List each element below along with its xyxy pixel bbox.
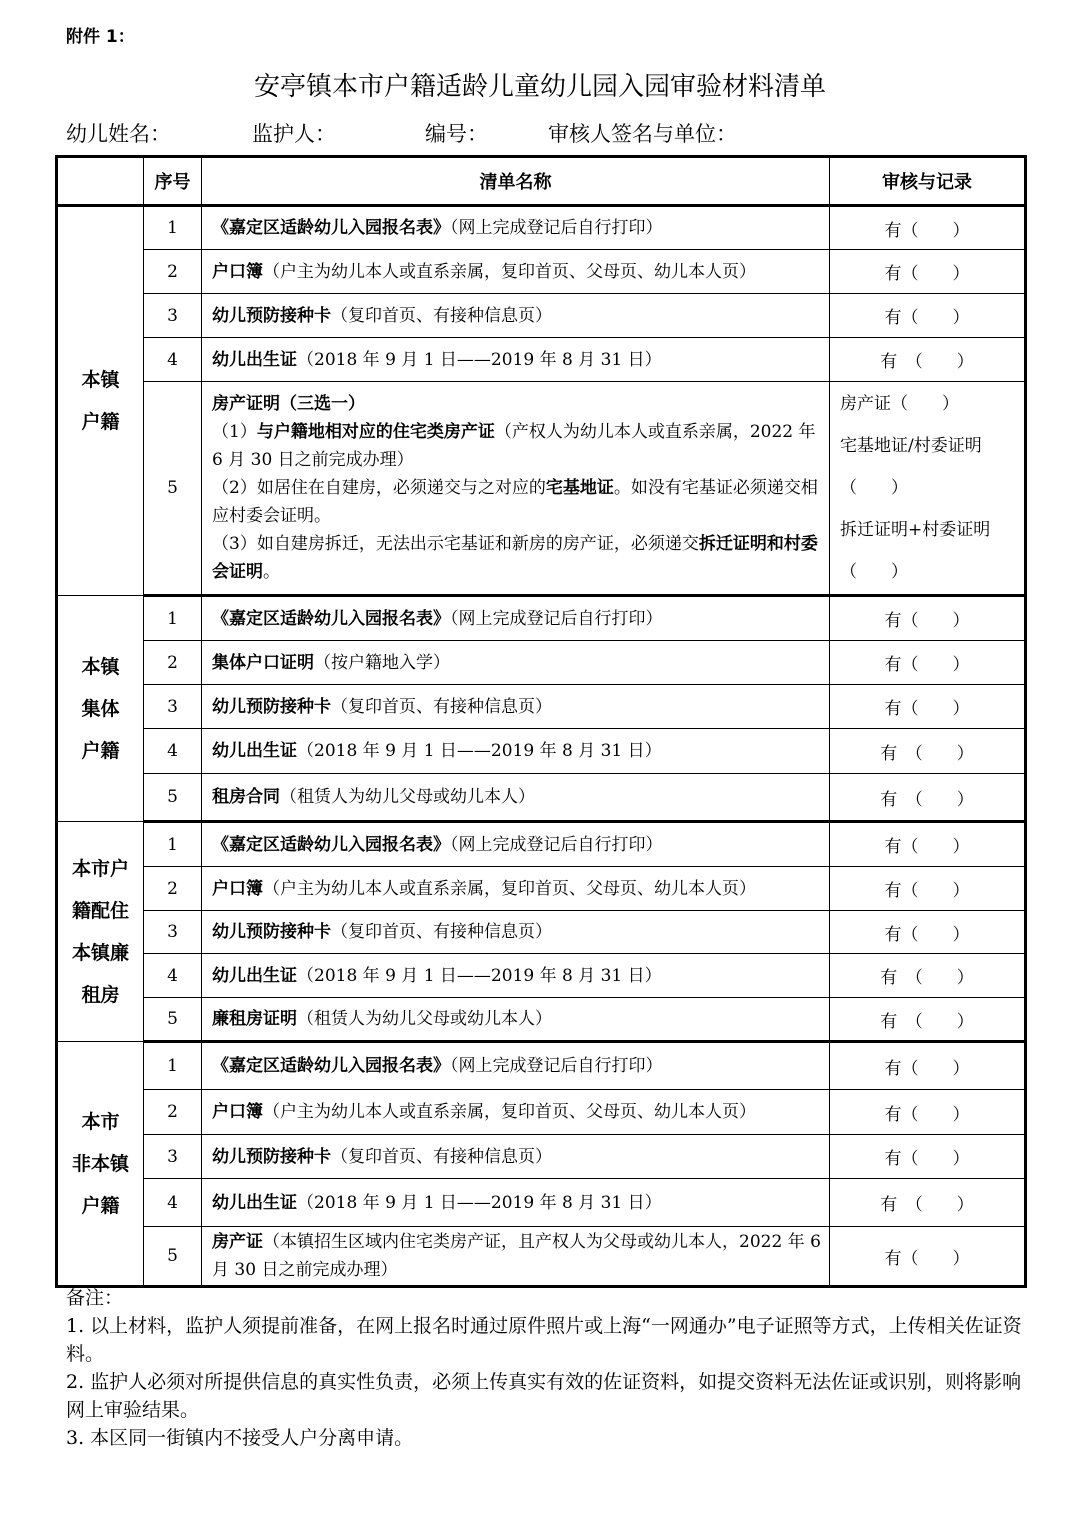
option-note: （产权人为幼儿本人或直系亲属，2022 年 6 月 30 日之前完成办理） xyxy=(212,422,816,470)
check-relocation-label: 拆迁证明+村委证明 xyxy=(840,520,991,540)
table-row xyxy=(57,911,1026,954)
table-row xyxy=(57,338,1026,382)
item-title: 幼儿预防接种卡 xyxy=(212,696,331,717)
row-item xyxy=(202,685,830,729)
row-item xyxy=(202,1090,830,1135)
option-prefix: （3）如自建房拆迁，无法出示宅基证和新房的房产证，必须递交 xyxy=(212,534,699,554)
option-title: 宅基地证 xyxy=(545,478,614,498)
row-index: 1 xyxy=(144,1042,202,1090)
item-note: （按户籍地入学） xyxy=(314,652,450,673)
row-item xyxy=(202,774,830,822)
row-item xyxy=(202,294,830,338)
item-note: （复印首页、有接种信息页） xyxy=(331,696,552,717)
row-item xyxy=(202,382,830,596)
row-index: 5 xyxy=(144,1227,202,1287)
group-label: 本镇 户籍 xyxy=(57,206,144,596)
row-index: 4 xyxy=(144,1179,202,1227)
item-title: 幼儿出生证 xyxy=(212,349,297,370)
row-index: 3 xyxy=(144,294,202,338)
row-index: 3 xyxy=(144,685,202,729)
item-title: 户口簿 xyxy=(212,1102,263,1122)
row-item xyxy=(202,822,830,867)
item-title: 幼儿出生证 xyxy=(212,1192,297,1213)
item-note: （网上完成登记后自行打印） xyxy=(450,218,663,238)
item-title: 户口簿 xyxy=(212,261,263,282)
row-index: 2 xyxy=(144,867,202,911)
row-index: 2 xyxy=(144,641,202,685)
field-number: 编号： xyxy=(425,122,488,146)
table-row xyxy=(57,822,1026,867)
page-title: 安亭镇本市户籍适龄儿童幼儿园入园审验材料清单 xyxy=(253,72,826,102)
table-row xyxy=(57,998,1026,1042)
review-checklist[interactable] xyxy=(830,382,1026,596)
option-note: 。如没有宅基证必须递交相应村委会证明。 xyxy=(212,478,818,526)
item-title: 户口簿 xyxy=(212,878,263,899)
row-item xyxy=(202,1135,830,1179)
row-item xyxy=(202,954,830,998)
row-item xyxy=(202,596,830,641)
review-checkbox[interactable]: 有（ ） xyxy=(830,911,1026,954)
group-label: 本镇 集体 户籍 xyxy=(57,596,144,822)
item-title: 幼儿出生证 xyxy=(212,741,297,761)
check-relocation[interactable]: （ ） xyxy=(840,562,908,582)
review-checkbox[interactable]: 有（ ） xyxy=(830,822,1026,867)
check-property[interactable]: 房产证（ ） xyxy=(840,394,959,414)
item-title: 幼儿出生证 xyxy=(212,965,297,986)
item-title: 幼儿预防接种卡 xyxy=(212,305,331,326)
review-checkbox[interactable]: 有 （ ） xyxy=(830,729,1026,774)
table-row xyxy=(57,774,1026,822)
item-note: （2018 年 9 月 1 日——2019 年 8 月 31 日） xyxy=(297,1192,662,1213)
note-item-3: 3. 本区同一街镇内不接受人户分离申请。 xyxy=(66,1427,414,1449)
item-title: 幼儿预防接种卡 xyxy=(212,1146,331,1167)
row-index: 2 xyxy=(144,250,202,294)
row-item xyxy=(202,729,830,774)
review-checkbox[interactable]: 有（ ） xyxy=(830,867,1026,911)
item-title: 房产证 xyxy=(212,1232,263,1252)
review-checkbox[interactable]: 有（ ） xyxy=(830,206,1026,250)
row-item xyxy=(202,1042,830,1090)
review-checkbox[interactable]: 有（ ） xyxy=(830,641,1026,685)
group-label: 本市户 籍配住 本镇廉 租房 xyxy=(57,822,144,1042)
table-row xyxy=(57,1227,1026,1287)
table-row xyxy=(57,1042,1026,1090)
note-item-1: 1. 以上材料，监护人须提前准备，在网上报名时通过原件照片或上海“一网通办”电子证照等方式，上传相关佐证资料。 xyxy=(66,1315,1022,1365)
row-item xyxy=(202,911,830,954)
table-row xyxy=(57,685,1026,729)
item-note: （租赁人为幼儿父母或幼儿本人） xyxy=(280,787,535,807)
check-homestead-label: 宅基地证/村委证明 xyxy=(840,436,982,456)
item-note: （户主为幼儿本人或直系亲属，复印首页、父母页、幼儿本人页） xyxy=(263,261,756,282)
row-item xyxy=(202,206,830,250)
item-note: （复印首页、有接种信息页） xyxy=(331,305,552,326)
attachment-label: 附件 1： xyxy=(66,27,135,47)
item-note: （网上完成登记后自行打印） xyxy=(450,1056,663,1076)
item-note: （2018 年 9 月 1 日——2019 年 8 月 31 日） xyxy=(297,741,662,761)
item-title: 《嘉定区适龄幼儿入园报名表》 xyxy=(212,608,450,629)
note-item-2: 2. 监护人必须对所提供信息的真实性负责，必须上传真实有效的佐证资料，如提交资料无法佐证或识别，则将影响网上审验结果。 xyxy=(66,1371,1022,1421)
review-checkbox[interactable]: 有（ ） xyxy=(830,250,1026,294)
header-review: 审核与记录 xyxy=(830,157,1026,206)
review-checkbox[interactable]: 有 （ ） xyxy=(830,1179,1026,1227)
row-index: 4 xyxy=(144,954,202,998)
item-title: 租房合同 xyxy=(212,787,280,807)
review-checkbox[interactable]: 有 （ ） xyxy=(830,774,1026,822)
table-row xyxy=(57,954,1026,998)
table-row xyxy=(57,641,1026,685)
header-index: 序号 xyxy=(144,157,202,206)
table-row xyxy=(57,1135,1026,1179)
item-note: （户主为幼儿本人或直系亲属，复印首页、父母页、幼儿本人页） xyxy=(263,1102,756,1122)
table-row xyxy=(57,596,1026,641)
row-index: 2 xyxy=(144,1090,202,1135)
item-note: （租赁人为幼儿父母或幼儿本人） xyxy=(297,1009,552,1029)
item-note: （户主为幼儿本人或直系亲属，复印首页、父母页、幼儿本人页） xyxy=(263,878,756,899)
header-name: 清单名称 xyxy=(202,157,830,206)
table-row xyxy=(57,1179,1026,1227)
item-note: （本镇招生区域内住宅类房产证，且产权人为父母或幼儿本人，2022 年 6 月 30 日之前完成办理） xyxy=(212,1232,821,1280)
item-note: （2018 年 9 月 1 日——2019 年 8 月 31 日） xyxy=(297,965,662,986)
table-row xyxy=(57,294,1026,338)
item-title: 廉租房证明 xyxy=(212,1009,297,1029)
row-index: 1 xyxy=(144,596,202,641)
table-row xyxy=(57,382,1026,596)
option-prefix: （2）如居住在自建房，必须递交与之对应的 xyxy=(212,478,546,498)
field-guardian: 监护人： xyxy=(252,122,336,146)
row-index: 5 xyxy=(144,774,202,822)
item-note: （2018 年 9 月 1 日——2019 年 8 月 31 日） xyxy=(297,349,662,370)
row-index: 5 xyxy=(144,998,202,1042)
field-child-name: 幼儿姓名： xyxy=(66,122,171,146)
row-index: 4 xyxy=(144,338,202,382)
row-index: 3 xyxy=(144,911,202,954)
row-item xyxy=(202,1227,830,1287)
table-row xyxy=(57,729,1026,774)
row-item xyxy=(202,338,830,382)
option-note: 。 xyxy=(263,562,280,582)
row-item xyxy=(202,250,830,294)
notes-section xyxy=(66,1284,1026,1452)
field-reviewer: 审核人签名与单位： xyxy=(548,122,737,146)
table-header xyxy=(57,157,1026,206)
item-title: 房产证明（三选一） xyxy=(212,394,365,414)
row-item xyxy=(202,867,830,911)
review-checkbox[interactable]: 有（ ） xyxy=(830,294,1026,338)
table-row xyxy=(57,1090,1026,1135)
row-item xyxy=(202,641,830,685)
row-item xyxy=(202,1179,830,1227)
review-checkbox[interactable]: 有（ ） xyxy=(830,1042,1026,1090)
form-fields xyxy=(0,118,1080,148)
option-prefix: （1） xyxy=(212,422,257,442)
item-note: （网上完成登记后自行打印） xyxy=(450,608,663,629)
review-checkbox[interactable]: 有 （ ） xyxy=(830,338,1026,382)
review-checkbox[interactable]: 有（ ） xyxy=(830,1227,1026,1287)
review-checkbox[interactable]: 有（ ） xyxy=(830,685,1026,729)
review-checkbox[interactable]: 有 （ ） xyxy=(830,954,1026,998)
table-row xyxy=(57,867,1026,911)
review-checkbox[interactable]: 有（ ） xyxy=(830,596,1026,641)
table-row xyxy=(57,250,1026,294)
item-note: （复印首页、有接种信息页） xyxy=(331,1146,552,1167)
item-title: 《嘉定区适龄幼儿入园报名表》 xyxy=(212,218,450,238)
item-note: （网上完成登记后自行打印） xyxy=(450,834,663,855)
item-title: 《嘉定区适龄幼儿入园报名表》 xyxy=(212,1056,450,1076)
row-index: 4 xyxy=(144,729,202,774)
review-checkbox[interactable]: 有 （ ） xyxy=(830,998,1026,1042)
item-title: 集体户口证明 xyxy=(212,652,314,673)
item-title: 幼儿预防接种卡 xyxy=(212,922,331,942)
check-homestead[interactable]: （ ） xyxy=(840,478,908,498)
review-checkbox[interactable]: 有（ ） xyxy=(830,1090,1026,1135)
row-index: 1 xyxy=(144,822,202,867)
review-checkbox[interactable]: 有（ ） xyxy=(830,1135,1026,1179)
item-note: （复印首页、有接种信息页） xyxy=(331,922,552,942)
notes-label: 备注： xyxy=(66,1287,124,1309)
materials-table xyxy=(55,155,1027,1288)
row-index: 3 xyxy=(144,1135,202,1179)
row-index: 1 xyxy=(144,206,202,250)
item-title: 《嘉定区适龄幼儿入园报名表》 xyxy=(212,834,450,855)
option-title: 与户籍地相对应的住宅类房产证 xyxy=(256,422,495,442)
header-group xyxy=(57,157,144,206)
table-row xyxy=(57,206,1026,250)
group-label: 本市 非本镇 户籍 xyxy=(57,1042,144,1287)
row-index: 5 xyxy=(144,382,202,596)
row-item xyxy=(202,998,830,1042)
option-title: 拆迁证明和村委会证明 xyxy=(212,534,818,582)
